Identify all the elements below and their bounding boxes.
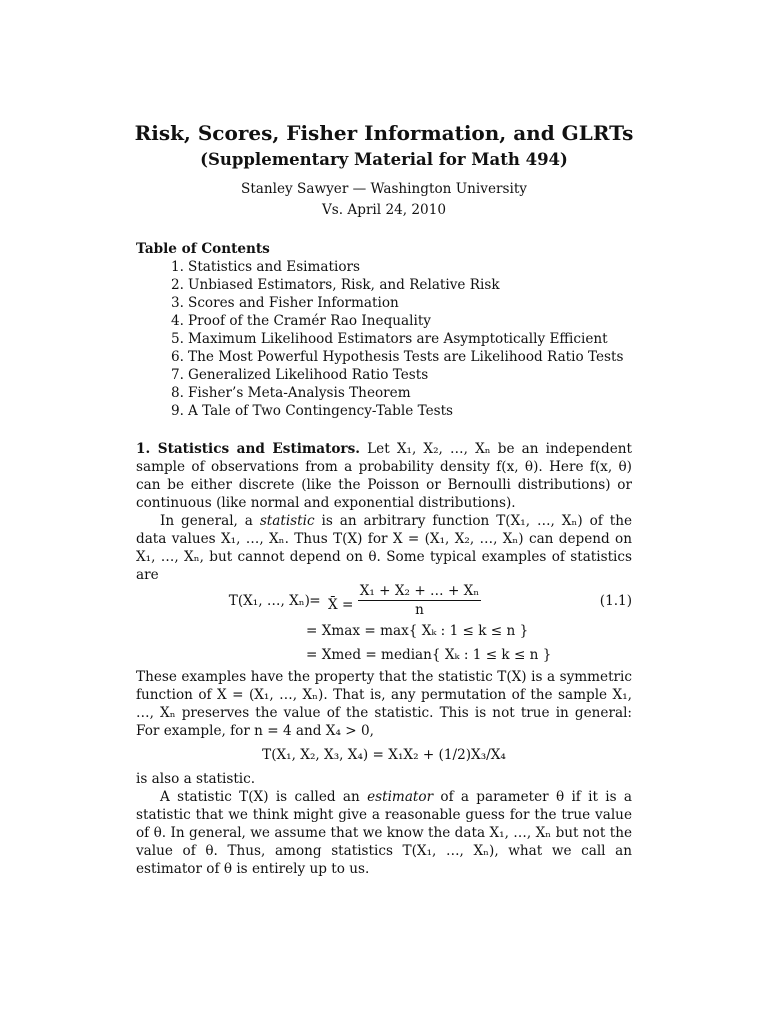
section-1-paragraph-1	[136, 440, 632, 512]
toc-item	[136, 330, 632, 348]
paragraph-text: of a parameter θ if it is a statistic that we think might give a reasonable guess for the true value of θ. In general, we assume that we know the data X₁, …, Xₙ but not the value of θ. Thus, among statistics T(X₁, …, Xₙ), what we call an estimator of θ is entirely up to us.	[136, 789, 632, 877]
table-of-contents	[136, 240, 632, 420]
toc-item	[136, 294, 632, 312]
toc-item	[136, 312, 632, 330]
section-1-paragraph-2	[136, 512, 632, 584]
toc-item-label: The Most Powerful Hypothesis Tests are Likelihood Ratio Tests	[188, 349, 624, 365]
toc-item	[136, 366, 632, 384]
equation-line	[136, 646, 632, 668]
equation-fraction	[358, 582, 482, 619]
toc-item-number: 7.	[171, 367, 184, 383]
toc-item-number: 8.	[171, 385, 184, 401]
defined-term: statistic	[259, 513, 315, 529]
equation-mean-prefix: X̄ =	[328, 597, 354, 613]
paragraph-text: In general, a	[160, 513, 260, 529]
section-1	[136, 440, 632, 878]
paper-title: Risk, Scores, Fisher Information, and GLRTs	[134, 121, 634, 145]
toc-item-number: 9.	[171, 403, 184, 419]
toc-item-label: Statistics and Esimatiors	[188, 259, 360, 275]
toc-item	[136, 276, 632, 294]
toc-list	[136, 258, 632, 420]
toc-heading: Table of Contents	[136, 241, 270, 257]
equation-example: T(X₁, X₂, X₃, X₄) = X₁X₂ + (1/2)X₃/X₄	[262, 747, 506, 763]
section-heading: 1. Statistics and Estimators.	[136, 441, 360, 457]
toc-item-label: Scores and Fisher Information	[188, 295, 399, 311]
equation-rhs	[328, 583, 481, 619]
paragraph-text: Let X₁, X₂, …, Xₙ be an independent sample of observations from a probability density f(x, θ). Here f(x, θ) can be either discrete (like the Poisson or Bernoulli distributions) or continuous (like normal and exponential distributions).	[136, 441, 632, 511]
toc-item-label: Unbiased Estimators, Risk, and Relative Risk	[188, 277, 500, 293]
toc-item-number: 5.	[171, 331, 184, 347]
toc-item	[136, 402, 632, 420]
equation-line	[136, 622, 632, 644]
toc-item-label: Maximum Likelihood Estimators are Asymptotically Efficient	[188, 331, 608, 347]
toc-item-number: 3.	[171, 295, 184, 311]
equation-rhs: = Xmax = max{ Xₖ : 1 ≤ k ≤ n }	[306, 623, 529, 639]
author-line: Stanley Sawyer — Washington University	[241, 181, 527, 197]
equation-equals: =	[309, 593, 321, 609]
toc-item-number: 4.	[171, 313, 184, 329]
fraction-denominator: n	[415, 602, 424, 618]
section-1-paragraph-5	[136, 788, 632, 878]
toc-item-label: A Tale of Two Contingency-Table Tests	[188, 403, 454, 419]
version-date: Vs. April 24, 2010	[321, 202, 446, 218]
section-1-paragraph-3: These examples have the property that the statistic T(X) is a symmetric function of X = (X₁, …, Xₙ). That is, any permutation of the sample X₁, …, Xₙ preserves the value of the statistic. This is not true in general: For example, for n = 4 and X₄ > 0,	[136, 669, 632, 739]
toc-item-label: Generalized Likelihood Ratio Tests	[188, 367, 429, 383]
equation-number: (1.1)	[599, 593, 632, 609]
equation-rhs: = Xmed = median{ Xₖ : 1 ≤ k ≤ n }	[306, 647, 552, 663]
equation-1-1	[136, 583, 632, 666]
paper-subtitle: (Supplementary Material for Math 494)	[200, 150, 568, 169]
toc-item-number: 6.	[171, 349, 184, 365]
defined-term: estimator	[367, 789, 434, 805]
toc-item	[136, 258, 632, 276]
equation-lhs: T(X₁, …, Xₙ)	[228, 593, 310, 609]
toc-item-number: 1.	[171, 259, 184, 275]
toc-item	[136, 348, 632, 366]
section-1-paragraph-4: is also a statistic.	[136, 771, 256, 787]
equation-line	[136, 583, 632, 618]
toc-item-label: Fisher’s Meta-Analysis Theorem	[188, 385, 411, 401]
paragraph-text: is an arbitrary function T(X₁, …, Xₙ) of the data values X₁, …, Xₙ. Thus T(X) for X = (X₁, X₂, …, Xₙ) can depend on X₁, …, Xₙ, but cannot depend on θ. Some typical examples of statistics are	[136, 513, 632, 583]
toc-item-number: 2.	[171, 277, 184, 293]
toc-item-label: Proof of the Cramér Rao Inequality	[188, 313, 431, 329]
toc-item	[136, 384, 632, 402]
paragraph-text: A statistic T(X) is called an	[160, 789, 368, 805]
fraction-numerator: X₁ + X₂ + … + Xₙ	[359, 583, 480, 599]
